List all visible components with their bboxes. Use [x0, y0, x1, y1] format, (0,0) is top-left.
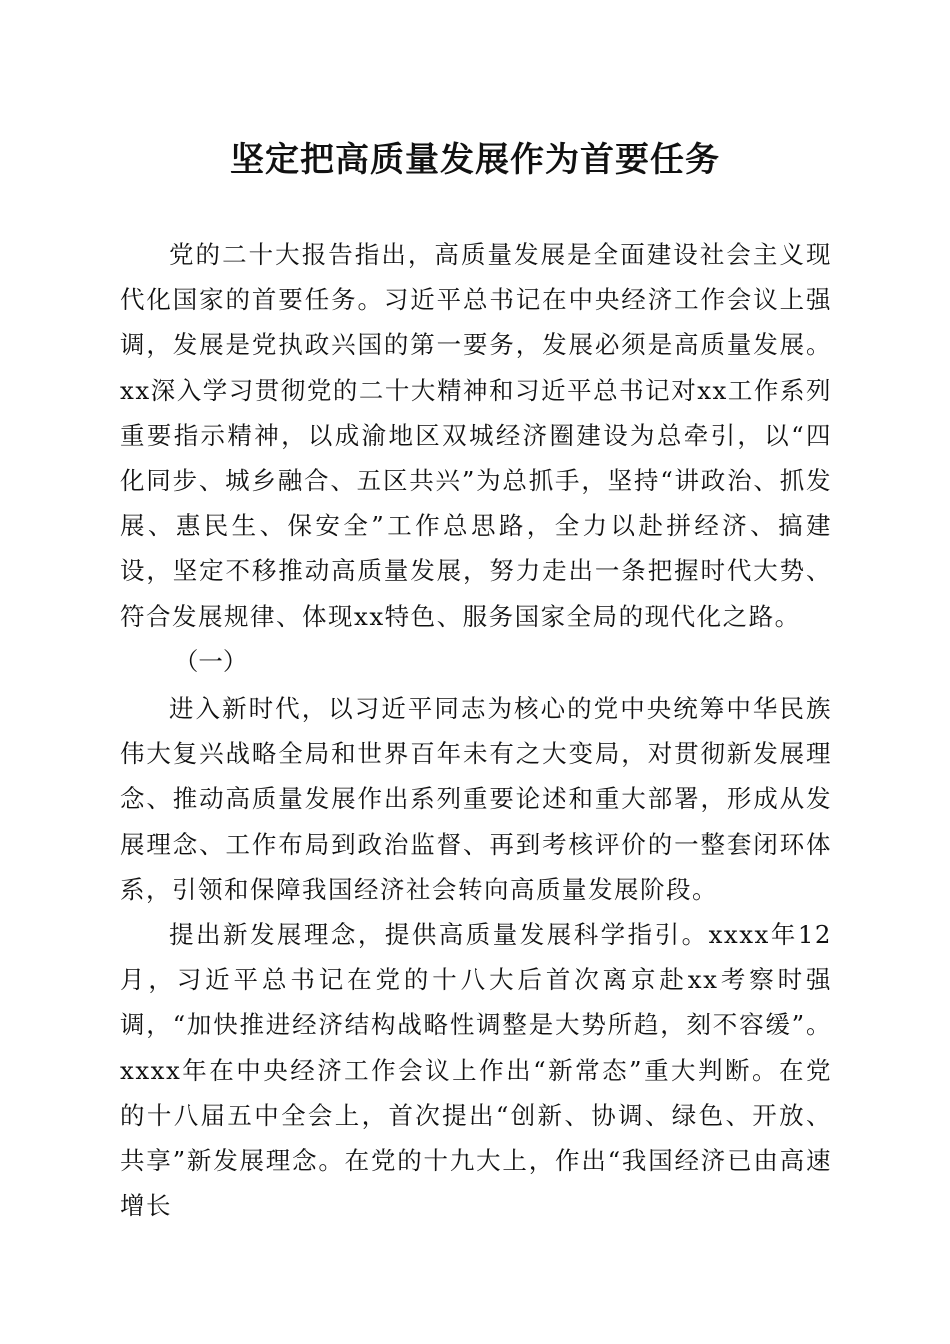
section-heading-one: （一）: [173, 646, 248, 676]
paragraph-intro: 党的二十大报告指出，高质量发展是全面建设社会主义现代化国家的首要任务。习近平总书记在中央经济工作会议上强调，发展是党执政兴国的第一要务，发展必须是高质量发展。xx深入学习贯彻党的二十大精神和习近平总书记对xx工作系列重要指示精神，以成渝地区双城经济圈建设为总牵引，以“四化同步、城乡融合、五区共兴”为总抓手，坚持“讲政治、抓发展、惠民生、保安全”工作总思路，全力以赴拼经济、搞建设，坚定不移推动高质量发展，努力走出一条把握时代大势、符合发展规律、体现xx特色、服务国家全局的现代化之路。: [120, 240, 832, 631]
paragraph-new-era: 进入新时代，以习近平同志为核心的党中央统筹中华民族伟大复兴战略全局和世界百年未有之大变局，对贯彻新发展理念、推动高质量发展作出系列重要论述和重大部署，形成从发展理念、工作布局到政治监督、再到考核评价的一整套闭环体系，引领和保障我国经济社会转向高质量发展阶段。: [120, 694, 832, 904]
document-title: 坚定把高质量发展作为首要任务: [230, 140, 720, 180]
paragraph-new-development-concept: 提出新发展理念，提供高质量发展科学指引。xxxx年12月，习近平总书记在党的十八大后首次离京赴xx考察时强调，“加快推进经济结构战略性调整是大势所趋，刻不容缓”。xxxx年在中央经济工作会议上作出“新常态”重大判断。在党的十八届五中全会上，首次提出“创新、协调、绿色、开放、共享”新发展理念。在党的十九大上，作出“我国经济已由高速增长: [120, 920, 832, 1221]
document-body: [120, 232, 832, 1228]
